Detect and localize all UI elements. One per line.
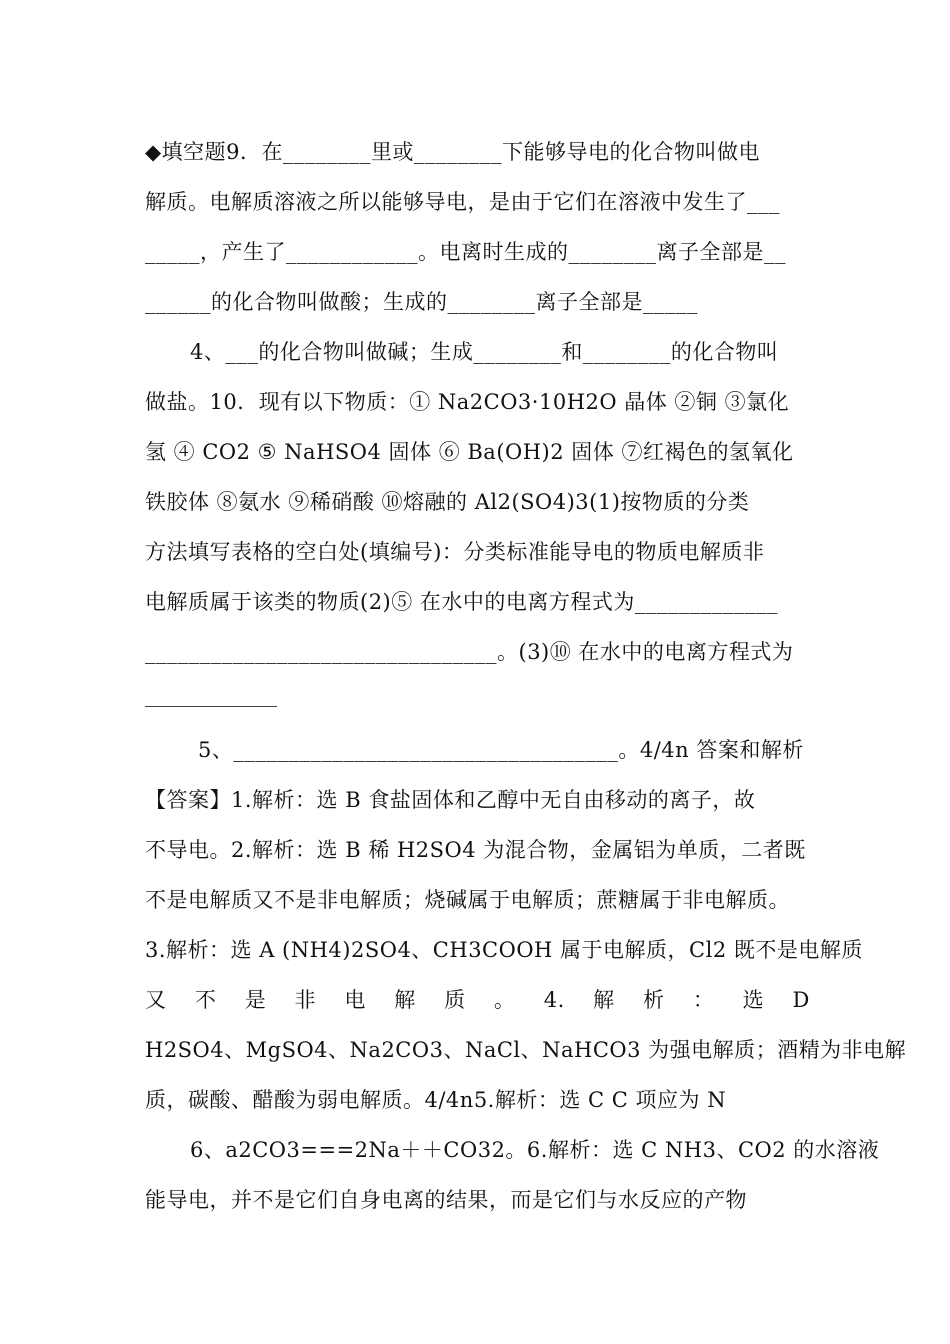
text-fragment: 4.: [543, 988, 565, 1012]
text-line: H2SO4、MgSO4、Na2CO3、NaCl、NaHCO3 为强电解质；酒精为非电解: [145, 1038, 907, 1062]
text-line: 3.解析：选 A (NH4)2SO4、CH3COOH 属于电解质，Cl2 既不是电解质: [145, 938, 863, 962]
text-fragment: ：: [692, 988, 715, 1012]
text-fragment: 。: [493, 988, 516, 1012]
text-line: 能导电，并不是它们自身电离的结果，而是它们与水反应的产物: [145, 1188, 747, 1212]
text-fragment: 析: [642, 988, 665, 1012]
text-line: ______的化合物叫做酸；生成的________离子全部是_____: [145, 290, 698, 314]
text-line: 不导电。2.解析：选 B 稀 H2SO4 为混合物，金属铝为单质，二者既: [145, 838, 806, 862]
text-line: ◆填空题9．在________里或________下能够导电的化合物叫做电: [145, 140, 761, 164]
text-line: ________________________________。(3)⑩ 在水中的电离方程式为: [145, 640, 794, 664]
text-fragment: 是: [244, 988, 267, 1012]
text-line-justified: [145, 985, 810, 1015]
text-fragment: 又: [145, 988, 167, 1012]
text-line: _____，产生了____________。电离时生成的________离子全部是__: [145, 240, 786, 264]
text-fragment: 电: [344, 988, 366, 1012]
text-fragment: 解: [394, 988, 416, 1012]
text-fragment: 非: [294, 988, 317, 1012]
text-line: 【答案】1.解析：选 B 食盐固体和乙醇中无自由移动的离子，故: [145, 788, 756, 812]
text-line: 铁胶体 ⑧氨水 ⑨稀硝酸 ⑩熔融的 Al2(SO4)3(1)按物质的分类: [145, 490, 750, 514]
text-line: 氢 ④ CO2 ⑤ NaHSO4 固体 ⑥ Ba(OH)2 固体 ⑦红褐色的氢氧化: [145, 440, 794, 464]
text-line: 4、___的化合物叫做碱；生成________和________的化合物叫: [190, 340, 779, 364]
answer-blank-rule: [145, 706, 277, 707]
text-fragment: 选: [742, 988, 765, 1012]
text-line: 解质。电解质溶液之所以能够导电，是由于它们在溶液中发生了___: [145, 190, 780, 214]
text-line: 方法填写表格的空白处(填编号)：分类标准能导电的物质电解质非: [145, 540, 765, 564]
text-fragment: 质: [444, 988, 466, 1012]
text-line: 6、a2CO3===2Na＋＋CO32。6.解析：选 C NH3、CO2 的水溶液: [190, 1138, 880, 1162]
text-line: 5、___________________________________。4/4n 答案和解析: [198, 738, 804, 762]
text-line: 做盐。10．现有以下物质：① Na2CO3·10H2O 晶体 ②铜 ③氯化: [145, 390, 790, 414]
text-fragment: D: [792, 988, 810, 1012]
text-fragment: 解: [593, 988, 615, 1012]
text-line: 不是电解质又不是非电解质；烧碱属于电解质；蔗糖属于非电解质。: [145, 888, 790, 912]
text-line: 质，碳酸、醋酸为弱电解质。4/4n5.解析：选 C C 项应为 N: [145, 1088, 727, 1112]
text-line: 电解质属于该类的物质(2)⑤ 在水中的电离方程式为_____________: [145, 590, 778, 614]
text-fragment: 不: [194, 988, 217, 1012]
